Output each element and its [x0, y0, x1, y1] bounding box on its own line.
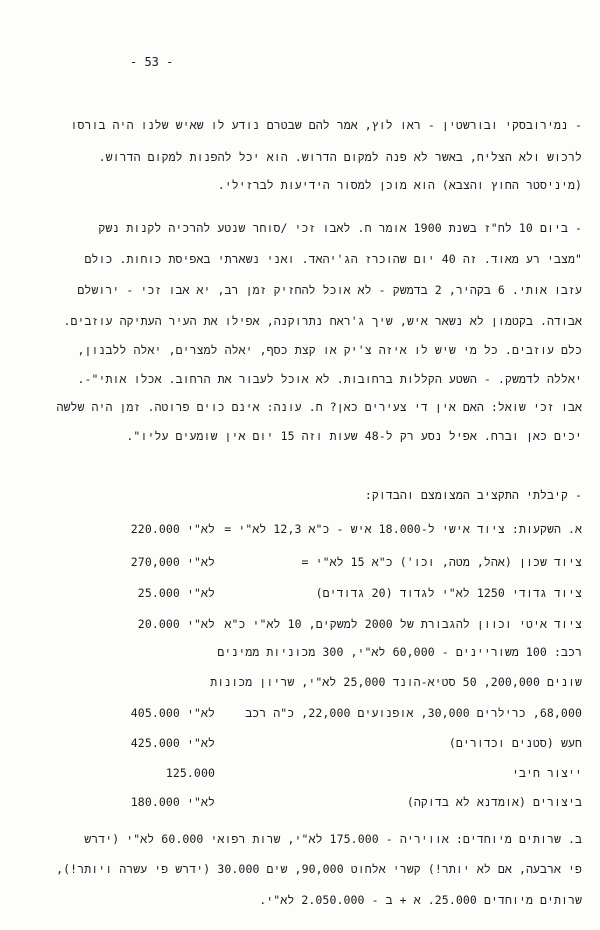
paragraph-line: עזבו אותי. 6 בקהיר, 2 בדמשק - לא אוכל להחזיק זמן רב, יא אבו זכי - ירושלם	[77, 283, 582, 297]
budget-row-amount: 20.000 לא"י	[137, 617, 215, 631]
budget-row-text: רכב: 100 משוריינים - 60,000 לא"י, 300 מכוניות ממינים	[217, 645, 582, 659]
paragraph-line: כלם עוזבים. כל מי שיש לו איזה צ'יק או קצת כסף, יאלה למצרים, יאלה ללבנון,	[77, 343, 582, 357]
budget-row-text: א. השקעות: ציוד אישי ל-18.000 איש - כ"א 12,3 לא"י =	[224, 522, 582, 536]
paragraph-line: יאללה לדמשק. - השטע הקללות ברחובות. לא אוכל לעבור את הרחוב. אכלו אותי"-.	[77, 372, 582, 386]
paragraph-line: אבודה. בקטמון לא נשאר איש, שיך ג'ראח נתרוקנה, אפילו את העיר העתיקה עוזבים.	[63, 314, 582, 328]
budget-row-amount: 270,000 לא"י	[130, 555, 215, 569]
paragraph-line: - ביום 10 לח"ז בשנת 1900 אומר ח. לאבו זכי /סוחר שנטע להרכיה לקנות נשק	[98, 221, 582, 235]
budget-row-text: חעש (סטנים וכדורים)	[448, 736, 582, 750]
budget-row-amount: 425.000 לא"י	[130, 736, 215, 750]
budget-row-text: ציוד שכון (אהל, מטה, וכו') כ"א 15 לא"י =	[301, 555, 582, 569]
budget-row-text: ייצור חיבי	[511, 766, 582, 780]
budget-row-text: ציוד איטי וכוון להגבורת של 2000 למשקים, 10 לא"י כ"א	[224, 617, 582, 631]
budget-row-text: 68,000, כרילרים 30,000, אופנועים 22,000, כ"ה רכב	[245, 706, 582, 720]
paragraph-line: לרכוש ולא הצליח, באשר לא פנה למקום הדרוש. הוא יכל להפנות למקום הדרוש.	[98, 150, 582, 164]
budget-row-amount: 220.000 לא"י	[130, 522, 215, 536]
budget-row-text: ציוד גדודי 1250 לא"י לגדוד (20 גדודים)	[315, 586, 582, 600]
paragraph-line: פי ארבעה, אם לא יותר!) קשרי אלחוט 90,000, שים 30.000 (ידרש פי עשרה ויותר!),	[56, 862, 582, 876]
budget-row-amount: 180.000 לא"י	[130, 795, 215, 809]
paragraph-line: ב. שרותים מיוחדים: אוויריה - 175.000 לא"י, שרות רפואי 60.000 לא"י (ידרש	[84, 832, 582, 846]
budget-row-amount: 405.000 לא"י	[130, 706, 215, 720]
paragraph-line: אבו זכי שואל: האם אין די צעירים כאן? ח. עונה: אינם כוים פרוטה. זמן היה שלשה	[56, 400, 582, 414]
budget-row-amount: 125.000	[165, 766, 215, 780]
paragraph-line: "מצבי רע מאוד. זה 40 יום שהוכרז הג'יהאד. ואני נשארתי באפיסת כוחות. כולם	[84, 252, 582, 266]
budget-row-amount: 25.000 לא"י	[137, 586, 215, 600]
paragraph-line: - נמירובסקי ובורשטין - ראו לוץ, אמר להם שבטרם נודע לו שאיש שלנו היה בורסו	[70, 118, 582, 132]
paragraph-line: (מיניסטר החוץ והצבא) הוא מוכן למסור הידיעות לברזילי.	[217, 178, 582, 192]
paragraph-line: יכים כאן וברח. אפיל נסע רק ל-48 שעות וזה 15 יום אין שומעים עליו".	[126, 429, 582, 443]
page-number: - 53 -	[130, 55, 174, 69]
paragraph-line: שרותים מיוחדים 25.000. א + ב - 2.050.000 לא"י.	[259, 893, 582, 907]
budget-row-text: ביצורים (אומדנא לא בדוקה)	[406, 795, 582, 809]
budget-row-text: שונים 200,000, 50 סטיא-הונד 25,000 לא"י, שריון מכונות	[210, 675, 582, 689]
budget-intro: - קיבלתי התקציב המצומצם והבדוק:	[364, 488, 582, 502]
